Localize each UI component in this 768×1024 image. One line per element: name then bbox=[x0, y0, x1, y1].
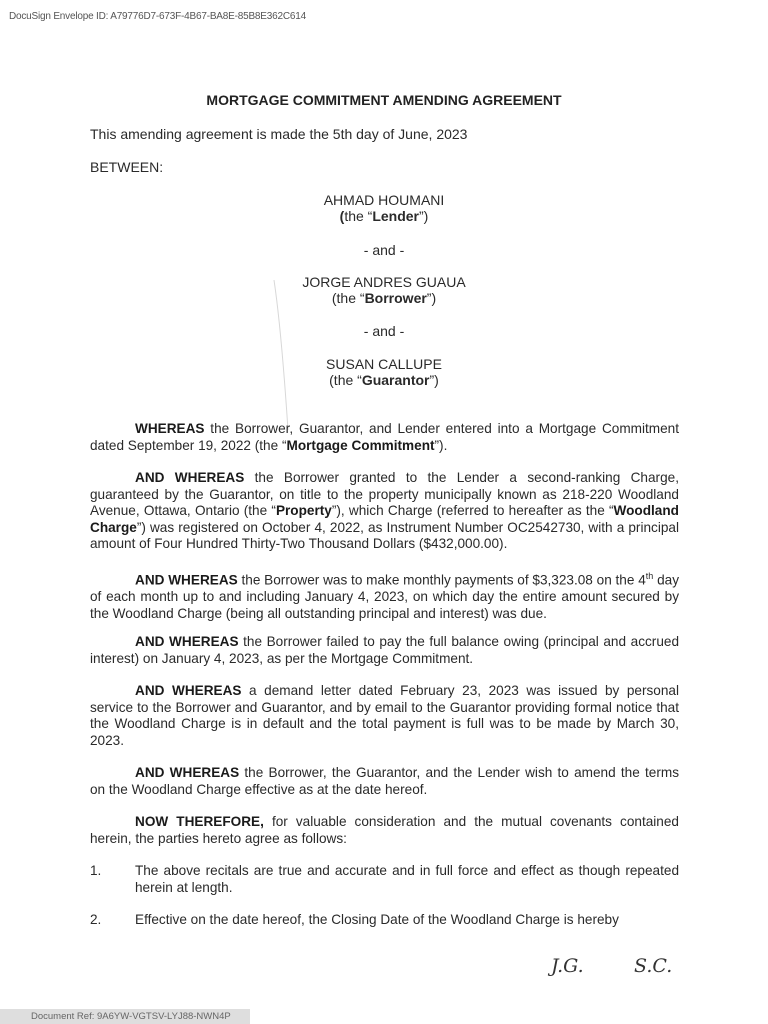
list-item-text: The above recitals are true and accurate and in full force and effect as though repeated herein at length. bbox=[135, 863, 679, 895]
recital-2: AND WHEREAS the Borrower granted to the Lender a second-ranking Charge, guaranteed by the Guarantor, on title to the property municipally known as 218-220 Woodland Avenue, Ottawa, Ontario (the “Property”), which Charge (referred to hereafter as the “Woodland Charge”) was registered on October 4, 2022, as Instrument Number OC2542730, with a principal amount of Four Hundred Thirty-Two Thousand Dollars ($432,000.00). bbox=[90, 470, 679, 552]
intro-line: This amending agreement is made the 5th day of June, 2023 bbox=[90, 126, 468, 142]
recital-3: AND WHEREAS the Borrower was to make monthly payments of $3,323.08 on the 4th day of each month up to and including January 4, 2023, on which day the entire amount secured by the Woodland Charge (being all outstanding principal and interest) was due. bbox=[90, 571, 679, 621]
envelope-id: DocuSign Envelope ID: A79776D7-673F-4B67-BA8E-85B8E362C614 bbox=[9, 11, 306, 22]
list-item-number: 1. bbox=[90, 863, 102, 878]
list-item bbox=[90, 912, 679, 929]
initials-jg: J.G. bbox=[551, 955, 584, 977]
page-fold-mark bbox=[272, 280, 292, 430]
recital-6: AND WHEREAS the Borrower, the Guarantor, and the Lender wish to amend the terms on the Woodland Charge effective as at the date hereof. bbox=[90, 765, 679, 797]
recital-1: WHEREAS the Borrower, Guarantor, and Lender entered into a Mortgage Commitment dated September 19, 2022 (the “Mortgage Commitment”). bbox=[90, 421, 679, 453]
borrower-role: (the “Borrower”) bbox=[331, 290, 437, 306]
between-label: BETWEEN: bbox=[90, 159, 164, 175]
list-item bbox=[90, 863, 679, 896]
initials-sc: S.C. bbox=[634, 955, 673, 977]
recital-5: AND WHEREAS a demand letter dated February 23, 2023 was issued by personal service to the Borrower and Guarantor, and by email to the Guarantor providing formal notice that the Woodland Charge is in default and the total payment is full was to be made by March 30, 2023. bbox=[90, 683, 679, 748]
borrower-name: JORGE ANDRES GUAUA bbox=[302, 274, 466, 290]
and-separator-2: - and - bbox=[363, 323, 405, 339]
recital-4: AND WHEREAS the Borrower failed to pay the full balance owing (principal and accrued interest) on January 4, 2023, as per the Mortgage Commitment. bbox=[90, 634, 679, 666]
guarantor-name: SUSAN CALLUPE bbox=[326, 356, 442, 372]
guarantor-role: (the “Guarantor”) bbox=[329, 372, 439, 388]
document-reference: Document Ref: 9A6YW-VGTSV-LYJ88-NWN4P bbox=[0, 1009, 250, 1024]
and-separator-1: - and - bbox=[363, 242, 405, 258]
document-title: MORTGAGE COMMITMENT AMENDING AGREEMENT bbox=[206, 92, 562, 108]
list-item-text: Effective on the date hereof, the Closing Date of the Woodland Charge is hereby bbox=[135, 912, 619, 927]
lender-role: (the “Lender”) bbox=[339, 208, 429, 224]
list-item-number: 2. bbox=[90, 912, 102, 927]
lender-name: AHMAD HOUMANI bbox=[323, 192, 445, 208]
recital-7-now-therefore: NOW THEREFORE, for valuable consideration and the mutual covenants contained herein, the parties hereto agree as follows: bbox=[90, 814, 679, 846]
